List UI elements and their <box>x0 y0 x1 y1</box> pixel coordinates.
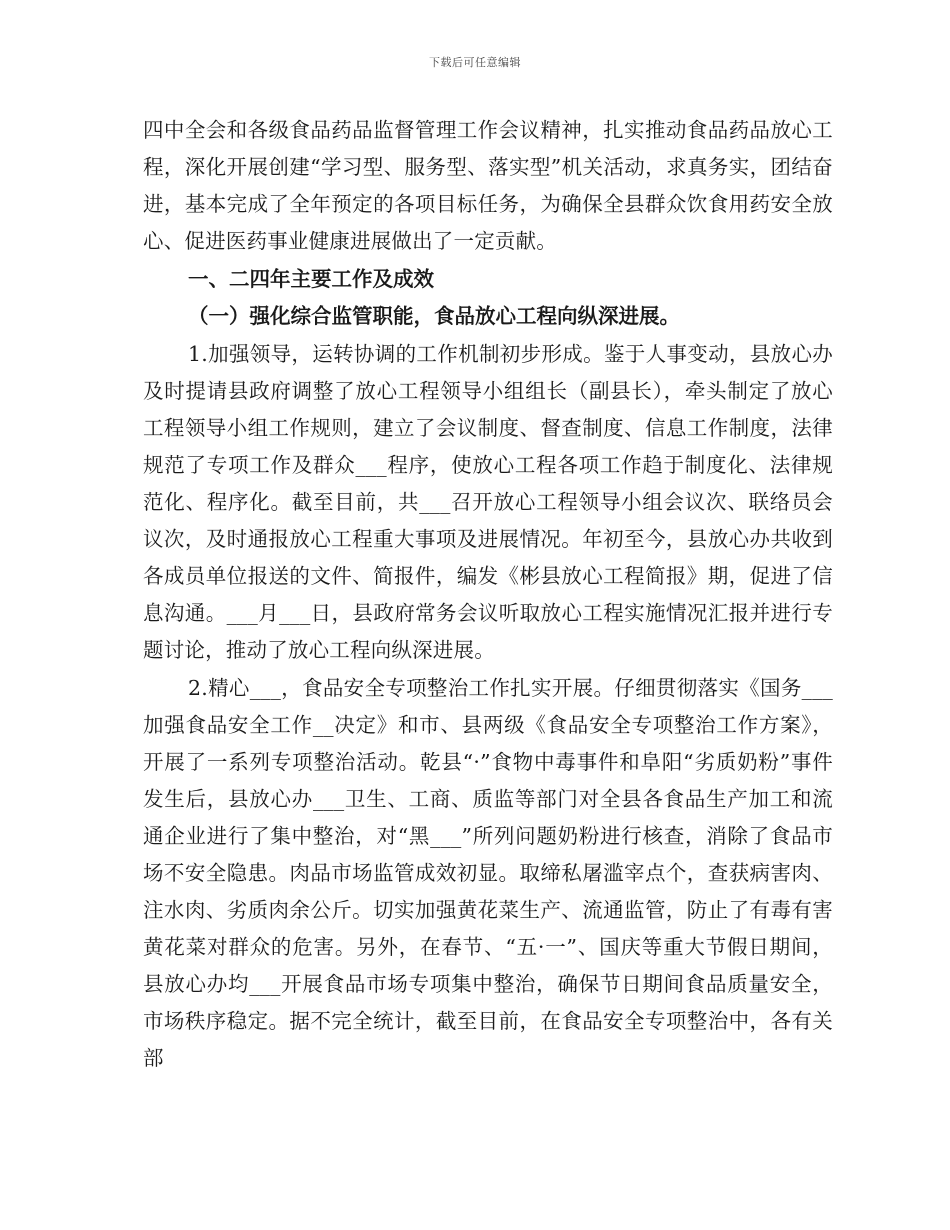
paragraph: 2.精心___，食品安全专项整治工作扎实开展。仔细贯彻落实《国务___加强食品安全工作__决定》和市、县两级《食品安全专项整治工作方案》，开展了一系列专项整治活动。乾县“·”食物中毒事件和阜阳“劣质奶粉”事件发生后，县放心办___卫生、工商、质监等部门对全县各食品生产加工和流通企业进行了集中整治，对“黑___”所列问题奶粉进行核查，消除了食品市场不安全隐患。肉品市场监管成效初显。取缔私屠滥宰点个，查获病害肉、注水肉、劣质肉余公斤。切实加强黄花菜生产、流通监管，防止了有毒有害黄花菜对群众的危害。另外，在春节、“五·一”、国庆等重大节假日期间，县放心办均___开展食品市场专项集中整治，确保节日期间食品质量安全，市场秩序稳定。据不完全统计，截至目前，在食品安全专项整治中，各有关部 <box>143 676 833 1070</box>
subsection-heading: （一）强化综合监管职能，食品放心工程向纵深进展。 <box>188 304 680 328</box>
page-header: 下载后可任意编辑 <box>429 56 521 69</box>
section-heading: 一、二四年主要工作及成效 <box>188 267 434 291</box>
document-body <box>143 112 833 1078</box>
paragraph: 1.加强领导，运转协调的工作机制初步形成。鉴于人事变动，县放心办及时提请县政府调整了放心工程领导小组组长（副县长），牵头制定了放心工程领导小组工作规则，建立了会议制度、督查制度、信息工作制度，法律规范了专项工作及群众___程序，使放心工程各项工作趋于制度化、法律规范化、程序化。截至目前，共___召开放心工程领导小组会议次、联络员会议次，及时通报放心工程重大事项及进展情况。年初至今，县放心办共收到各成员单位报送的文件、简报件，编发《彬县放心工程简报》期，促进了信息沟通。___月___日，县政府常务会议听取放心工程实施情况汇报并进行专题讨论，推动了放心工程向纵深进展。 <box>143 342 833 662</box>
paragraph: 四中全会和各级食品药品监督管理工作会议精神，扎实推动食品药品放心工程，深化开展创建“学习型、服务型、落实型”机关活动，求真务实，团结奋进，基本完成了全年预定的各项目标任务，为确保全县群众饮食用药安全放心、促进医药事业健康进展做出了一定贡献。 <box>143 118 833 253</box>
